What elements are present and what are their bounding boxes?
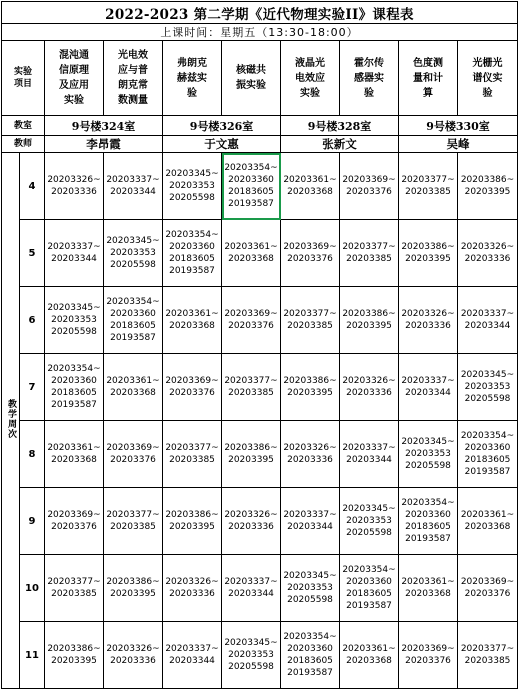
student-id-range: 20203326~ 20203336 [106, 644, 160, 666]
experiment-header [222, 41, 281, 116]
student-id-range: 20203369~ 20203376 [401, 644, 455, 666]
schedule-cell[interactable] [399, 488, 458, 555]
table-row [2, 287, 518, 354]
experiment-title: 液晶光 电效应 实验 [295, 57, 325, 99]
schedule-cell[interactable] [163, 220, 222, 287]
schedule-cell[interactable] [222, 354, 281, 421]
schedule-cell[interactable] [222, 622, 281, 689]
student-id-range: 20203345~ 20203353 20205598 [224, 638, 278, 672]
student-id-range: 20203337~ 20203344 [106, 175, 160, 197]
schedule-cell[interactable] [45, 421, 104, 488]
schedule-cell[interactable] [458, 421, 518, 488]
student-id-range: 20203377~ 20203385 [460, 644, 515, 666]
student-id-range: 20203337~ 20203344 [283, 510, 337, 532]
student-id-range: 20203377~ 20203385 [47, 577, 101, 599]
schedule-cell[interactable] [399, 354, 458, 421]
schedule-cell[interactable] [458, 287, 518, 354]
schedule-cell[interactable] [458, 555, 518, 622]
schedule-cell[interactable] [45, 555, 104, 622]
schedule-cell[interactable] [163, 287, 222, 354]
student-id-range: 20203369~ 20203376 [165, 376, 219, 398]
schedule-cell[interactable] [222, 153, 281, 220]
schedule-cell[interactable] [340, 153, 399, 220]
week-number: 10 [20, 555, 45, 622]
student-id-range: 20203361~ 20203368 [460, 510, 515, 532]
student-id-range: 20203354~ 20203360 20183605 20193587 [47, 364, 101, 410]
schedule-cell[interactable] [163, 153, 222, 220]
week-label [2, 153, 20, 689]
student-id-range: 20203326~ 20203336 [342, 376, 396, 398]
week-label-text: 教学周次 [6, 398, 16, 439]
experiment-header [340, 41, 399, 116]
schedule-cell[interactable] [163, 488, 222, 555]
schedule-cell[interactable] [399, 555, 458, 622]
student-id-range: 20203345~ 20203353 20205598 [106, 236, 160, 270]
classroom-cell: 9号楼328室 [281, 116, 399, 136]
student-id-range: 20203354~ 20203360 20183605 20193587 [401, 498, 455, 544]
student-id-range: 20203326~ 20203336 [47, 175, 101, 197]
schedule-cell[interactable] [281, 622, 340, 689]
experiment-header [399, 41, 458, 116]
student-id-range: 20203369~ 20203376 [47, 510, 101, 532]
student-id-range: 20203354~ 20203360 20183605 20193587 [342, 565, 396, 611]
schedule-cell[interactable] [281, 421, 340, 488]
student-id-range: 20203386~ 20203395 [224, 443, 278, 465]
table-row [2, 354, 518, 421]
student-id-range: 20203345~ 20203353 20205598 [283, 571, 337, 605]
schedule-cell[interactable] [458, 488, 518, 555]
table-row [2, 488, 518, 555]
student-id-range: 20203369~ 20203376 [342, 175, 396, 197]
table-row [2, 622, 518, 689]
table-row [2, 220, 518, 287]
week-number: 8 [20, 421, 45, 488]
schedule-cell[interactable] [281, 220, 340, 287]
week-number: 9 [20, 488, 45, 555]
student-id-range: 20203369~ 20203376 [106, 443, 160, 465]
student-id-range: 20203354~ 20203360 20183605 20193587 [283, 632, 337, 678]
schedule-cell[interactable] [104, 488, 163, 555]
student-id-range: 20203377~ 20203385 [165, 443, 219, 465]
student-id-range: 20203337~ 20203344 [47, 242, 101, 264]
schedule-cell[interactable] [45, 287, 104, 354]
schedule-cell[interactable] [163, 622, 222, 689]
schedule-cell[interactable] [458, 220, 518, 287]
experiment-title: 色度测 量和计 算 [413, 57, 443, 99]
student-id-range: 20203361~ 20203368 [401, 577, 455, 599]
student-id-range: 20203377~ 20203385 [224, 376, 278, 398]
schedule-cell[interactable] [45, 153, 104, 220]
classroom-cell: 9号楼330室 [399, 116, 518, 136]
student-id-range: 20203386~ 20203395 [47, 644, 101, 666]
schedule-cell[interactable] [163, 421, 222, 488]
teacher-cell: 张新文 [281, 136, 399, 153]
experiment-header [104, 41, 163, 116]
schedule-cell[interactable] [104, 421, 163, 488]
schedule-cell[interactable] [281, 555, 340, 622]
student-id-range: 20203377~ 20203385 [401, 175, 455, 197]
student-id-range: 20203361~ 20203368 [165, 309, 219, 331]
schedule-cell[interactable] [340, 354, 399, 421]
schedule-cell[interactable] [163, 555, 222, 622]
schedule-cell[interactable] [340, 220, 399, 287]
student-id-range: 20203326~ 20203336 [460, 242, 515, 264]
student-id-range: 20203354~ 20203360 20183605 20193587 [460, 431, 515, 477]
classroom-cell: 9号楼326室 [163, 116, 281, 136]
teacher-cell: 于文惠 [163, 136, 281, 153]
table-row [2, 555, 518, 622]
student-id-range: 20203377~ 20203385 [283, 309, 337, 331]
schedule-cell[interactable] [399, 153, 458, 220]
schedule-cell[interactable] [340, 488, 399, 555]
student-id-range: 20203386~ 20203395 [106, 577, 160, 599]
student-id-range: 20203377~ 20203385 [106, 510, 160, 532]
schedule-cell[interactable] [104, 220, 163, 287]
schedule-cell[interactable] [45, 220, 104, 287]
experiment-label [2, 41, 45, 116]
student-id-range: 20203386~ 20203395 [165, 510, 219, 532]
schedule-cell[interactable] [281, 153, 340, 220]
experiment-header [458, 41, 518, 116]
schedule-cell[interactable] [281, 287, 340, 354]
week-number: 5 [20, 220, 45, 287]
schedule-cell[interactable] [222, 220, 281, 287]
student-id-range: 20203369~ 20203376 [224, 309, 278, 331]
student-id-range: 20203354~ 20203360 20183605 20193587 [106, 297, 160, 343]
student-id-range: 20203369~ 20203376 [460, 577, 515, 599]
schedule-cell[interactable] [340, 622, 399, 689]
schedule-cell[interactable] [104, 354, 163, 421]
student-id-range: 20203337~ 20203344 [224, 577, 278, 599]
schedule-cell[interactable] [222, 555, 281, 622]
week-number: 4 [20, 153, 45, 220]
student-id-range: 20203354~ 20203360 20183605 20193587 [165, 230, 219, 276]
student-id-range: 20203361~ 20203368 [283, 175, 337, 197]
student-id-range: 20203345~ 20203353 20205598 [165, 169, 219, 203]
schedule-cell[interactable] [340, 287, 399, 354]
table-row [2, 421, 518, 488]
student-id-range: 20203361~ 20203368 [224, 242, 278, 264]
schedule-cell[interactable] [281, 354, 340, 421]
schedule-cell[interactable] [399, 622, 458, 689]
teacher-cell: 吴峰 [399, 136, 518, 153]
student-id-range: 20203326~ 20203336 [283, 443, 337, 465]
student-id-range: 20203386~ 20203395 [460, 175, 515, 197]
student-id-range: 20203326~ 20203336 [165, 577, 219, 599]
table-row [2, 153, 518, 220]
schedule-cell[interactable] [104, 287, 163, 354]
classroom-label: 教室 [2, 116, 45, 136]
class-time: 上课时间：星期五（13:30-18:00） [2, 24, 518, 41]
schedule-table [1, 1, 518, 689]
student-id-range: 20203337~ 20203344 [401, 376, 455, 398]
teacher-label: 教师 [2, 136, 45, 153]
schedule-cell[interactable] [104, 622, 163, 689]
schedule-cell[interactable] [340, 421, 399, 488]
student-id-range: 20203345~ 20203353 20205598 [460, 370, 515, 404]
experiment-title: 核磁共 振实验 [236, 65, 266, 91]
student-id-range: 20203386~ 20203395 [283, 376, 337, 398]
schedule-cell[interactable] [45, 622, 104, 689]
student-id-range: 20203354~ 20203360 20183605 20193587 [224, 163, 278, 209]
schedule-cell[interactable] [104, 555, 163, 622]
schedule-cell[interactable] [45, 354, 104, 421]
student-id-range: 20203361~ 20203368 [47, 443, 101, 465]
student-id-range: 20203326~ 20203336 [401, 309, 455, 331]
student-id-range: 20203337~ 20203344 [342, 443, 396, 465]
student-id-range: 20203337~ 20203344 [460, 309, 515, 331]
schedule-cell[interactable] [399, 220, 458, 287]
schedule-cell[interactable] [222, 287, 281, 354]
teacher-cell: 李昂霞 [45, 136, 163, 153]
student-id-range: 20203377~ 20203385 [342, 242, 396, 264]
schedule-cell[interactable] [163, 354, 222, 421]
experiment-title: 光电效 应与普 朗克常 数测量 [118, 50, 148, 106]
student-id-range: 20203386~ 20203395 [342, 309, 396, 331]
classroom-cell: 9号楼324室 [45, 116, 163, 136]
schedule-cell[interactable] [222, 488, 281, 555]
schedule-cell[interactable] [399, 287, 458, 354]
student-id-range: 20203361~ 20203368 [106, 376, 160, 398]
schedule-cell[interactable] [399, 421, 458, 488]
experiment-title: 霍尔传 感器实 验 [354, 57, 384, 99]
experiment-header [163, 41, 222, 116]
experiment-label-text: 实验 项目 [13, 67, 32, 89]
student-id-range: 20203345~ 20203353 20205598 [47, 303, 101, 337]
experiment-header [281, 41, 340, 116]
week-number: 7 [20, 354, 45, 421]
experiment-title: 光栅光 谱仪实 验 [472, 57, 503, 99]
student-id-range: 20203369~ 20203376 [283, 242, 337, 264]
schedule-cell[interactable] [458, 153, 518, 220]
schedule-cell[interactable] [458, 354, 518, 421]
student-id-range: 20203386~ 20203395 [401, 242, 455, 264]
experiment-title: 弗朗克 赫兹实 验 [177, 57, 207, 99]
schedule-cell[interactable] [222, 421, 281, 488]
student-id-range: 20203345~ 20203353 20205598 [342, 504, 396, 538]
week-number: 6 [20, 287, 45, 354]
schedule-cell[interactable] [104, 153, 163, 220]
experiment-header [45, 41, 104, 116]
schedule-cell[interactable] [458, 622, 518, 689]
schedule-cell[interactable] [45, 488, 104, 555]
student-id-range: 20203337~ 20203344 [165, 644, 219, 666]
week-number: 11 [20, 622, 45, 689]
student-id-range: 20203345~ 20203353 20205598 [401, 437, 455, 471]
student-id-range: 20203326~ 20203336 [224, 510, 278, 532]
schedule-cell[interactable] [340, 555, 399, 622]
schedule-cell[interactable] [281, 488, 340, 555]
student-id-range: 20203361~ 20203368 [342, 644, 396, 666]
experiment-title: 混沌通 信原理 及应用 实验 [59, 50, 89, 106]
page-title: 2022-2023 第二学期《近代物理实验II》课程表 [2, 2, 518, 24]
